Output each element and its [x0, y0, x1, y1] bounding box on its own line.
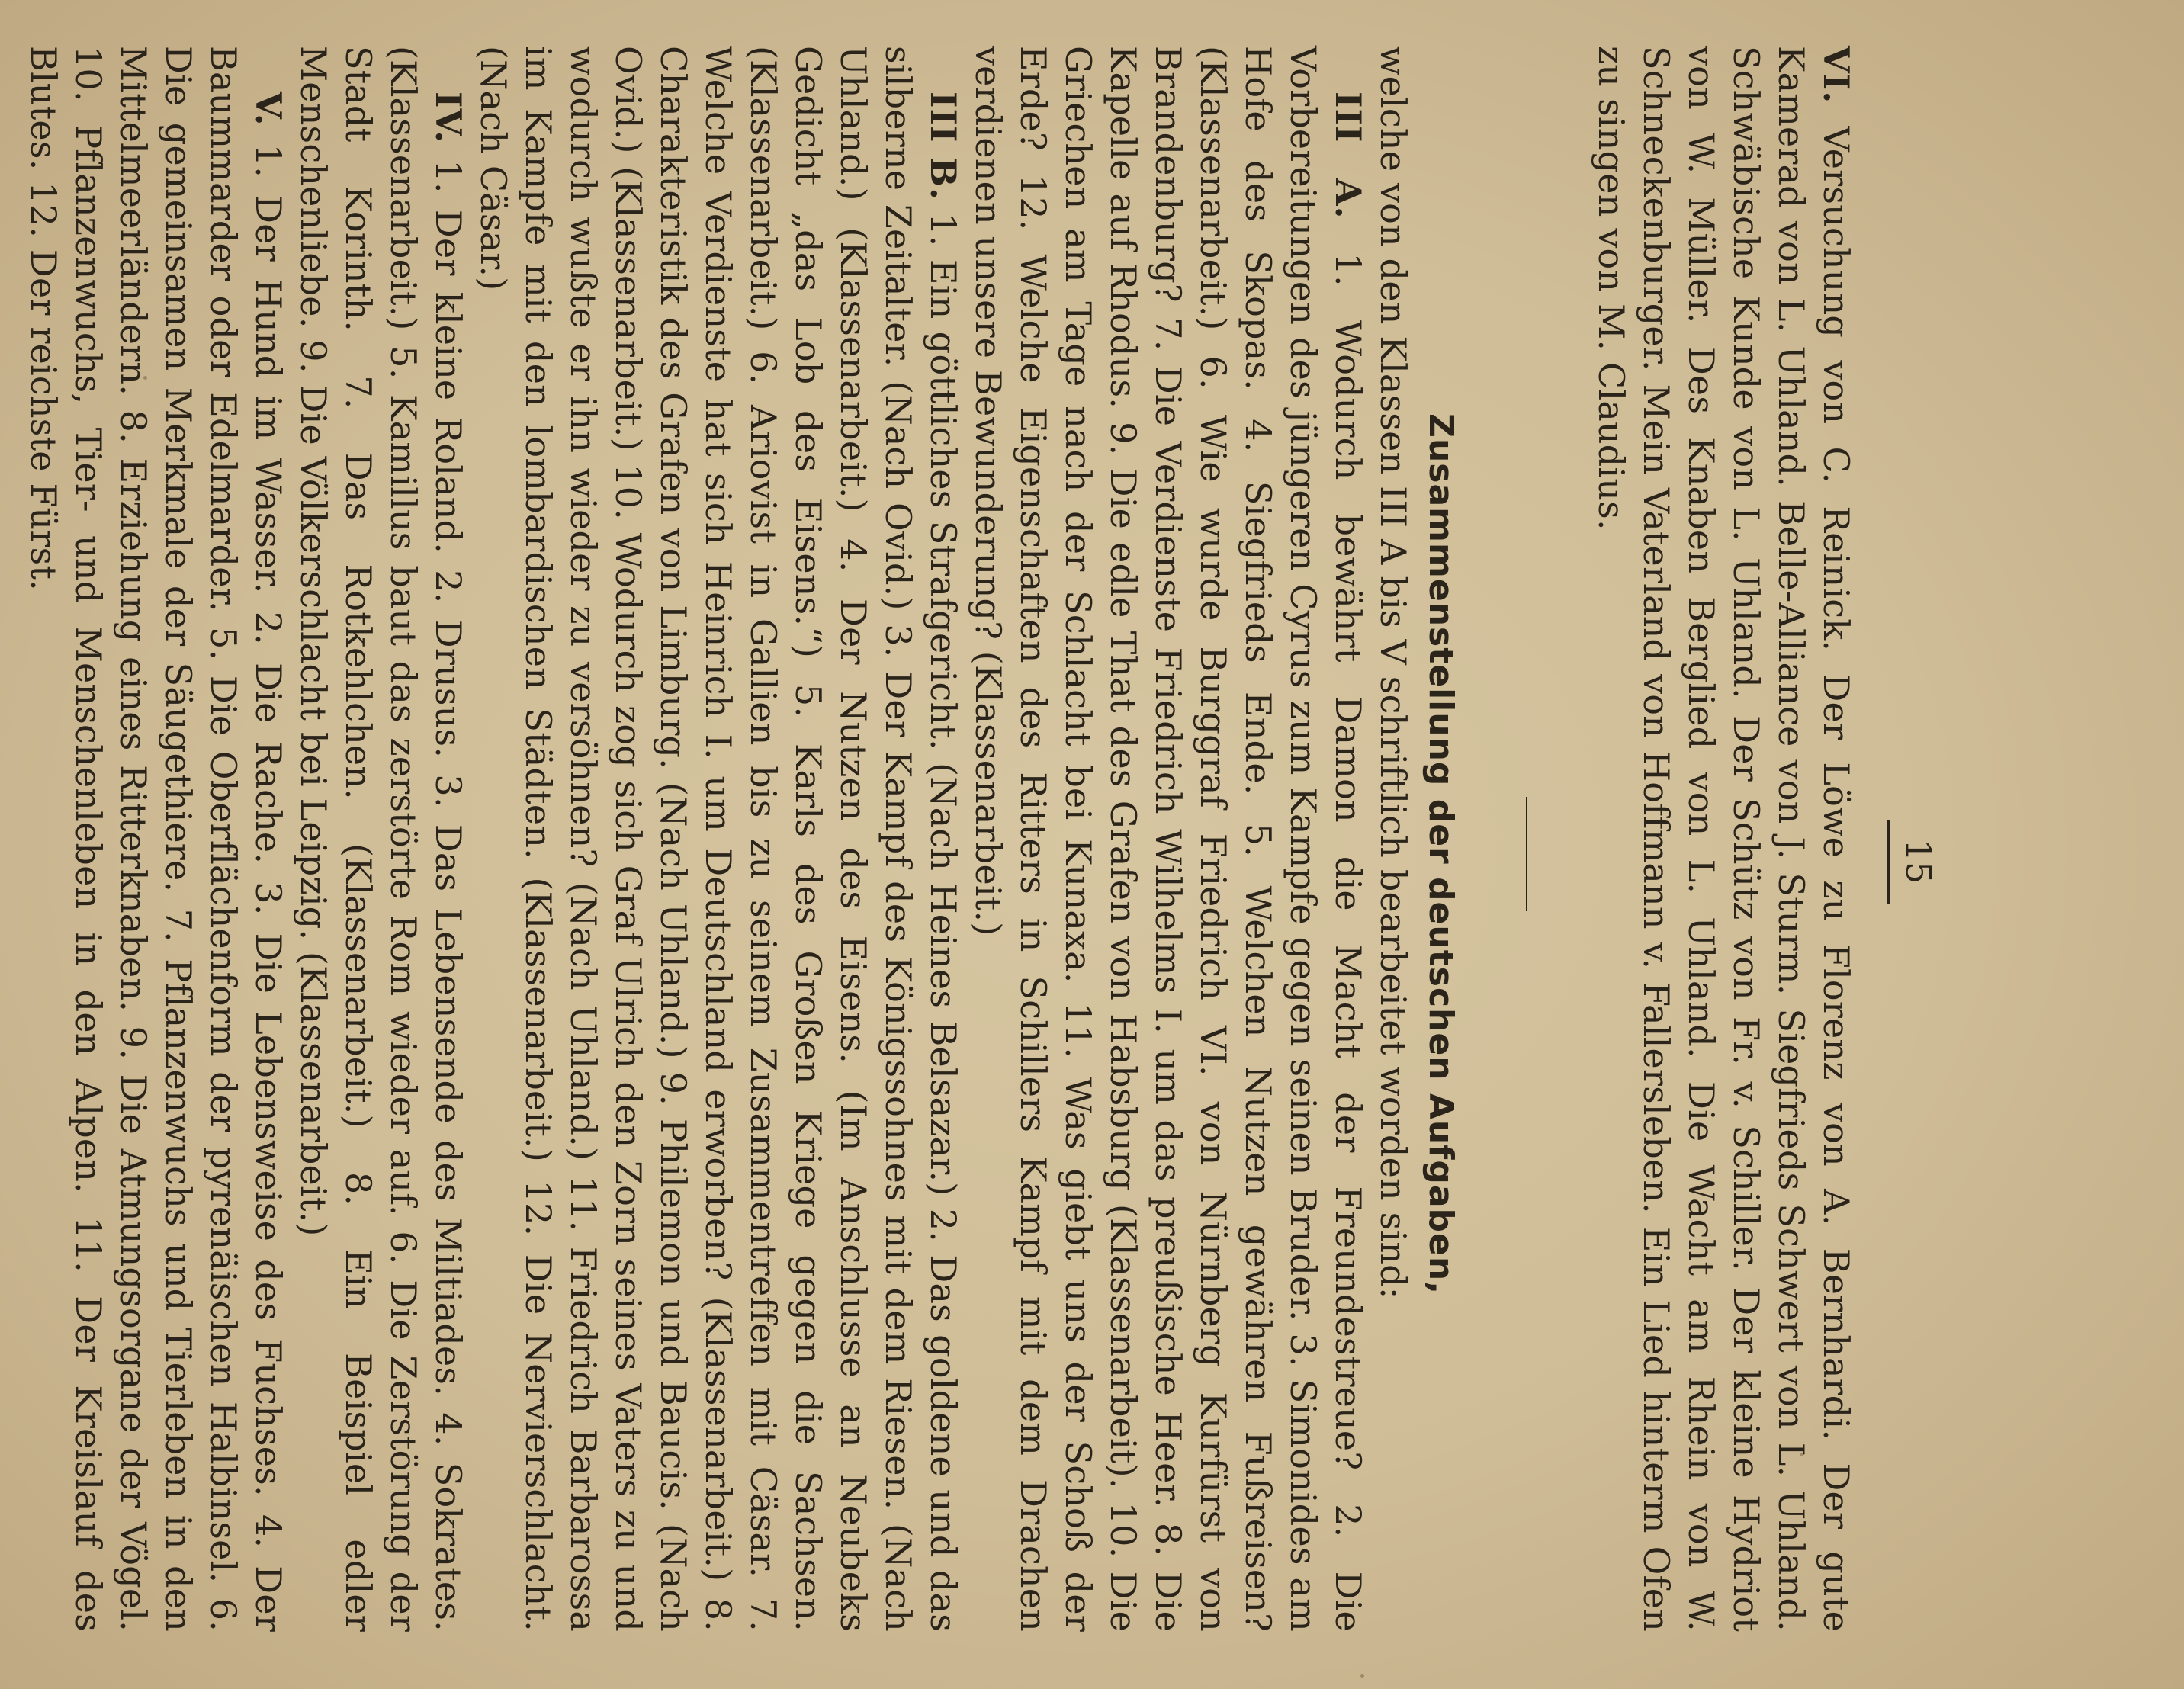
class-label: V. [248, 92, 289, 127]
class-paragraph-iiib [471, 46, 965, 1632]
page-number: 15 [1898, 839, 1939, 885]
class-assignments: 1. Der kleine Roland. 2. Drusus. 3. Das Lebensende des Miltiades. 4. Sokrates. (Klassenarbeit.) 5. Kamillus baut das zerstörte Rom wieder auf. 6. Die Zerstörung der Stadt Korinth. 7. Das Rotkehlchen. (Klassenarbeit.) 8. Ein Beispiel edler Menschenliebe. 9. Die Völkerschlacht bei Leipzig. (Klassenarbeit.) [293, 46, 469, 1632]
class-assignments: 1. Ein göttliches Strafgericht. (Nach Heines Belsazar.) 2. Das goldene und das silberne Zeitalter. (Nach Ovid.) 3. Der Kampf des Königssohnes mit dem Riesen. (Nach Uhland.) (Klassenarbeit.) 4. Der Nutzen des Eisens. (Im Anschlusse an Neubeks Gedicht „das Lob des Eisens.“) 5. Karls des Großen Kriege gegen die Sachsen. (Klassenarbeit.) 6. Ariovist in Gallien bis zu seinem Zusammentreffen mit Cäsar. 7. Welche Verdienste hat sich Heinrich I. um Deutschland erworben? (Klassenarbeit.) 8. Charakteristik des Grafen von Limburg. (Nach Uhland.) 9. Philemon und Baucis. (Nach Ovid.) (Klassenarbeit.) 10. Wodurch zog sich Graf Ulrich den Zorn seines Vaters zu und wodurch wußte er ihn wieder zu versöhnen? (Nach Uhland.) 11. Friedrich Barbarossa im Kampfe mit den lombardischen Städten. (Klassenarbeit.) 12. Die Nervierschlacht. (Nach Cäsar.) [473, 46, 964, 1633]
class-label-vi: VI. [1816, 46, 1857, 104]
header-rule [1887, 820, 1890, 904]
class-label: III A. [1328, 92, 1369, 220]
reading-list-vi-text: Versuchung von C. Reinick. Der Löwe zu Florenz von A. Bernhardi. Der gute Kamerad von L. Uhland. Belle-Alliance von J. Sturm. Siegfrieds Schwert von L. Uhland. Schwäbische Kunde von L. Uhland. Der Schütz von Fr. v. Schiller. Der kleine Hydriot von W. Müller. Des Knaben Berglied von L. Uhland. Die Wacht am Rhein von W. Schneckenburger. Mein Vaterland von Hoffmann v. Fallersleben. Ein Lied hinterm Ofen zu singen von M. Claudius. [1591, 46, 1857, 1633]
section-divider [1526, 797, 1527, 911]
section-intro: welche von den Klassen III A bis V schriftlich bearbeitet worden sind: [1373, 46, 1414, 1299]
section-heading: Zusammenstellung der deutschen Aufgaben, [1421, 413, 1460, 1295]
class-paragraph-iiia [965, 46, 1370, 1632]
class-label: IV. [428, 92, 469, 144]
class-paragraph-iv [291, 46, 471, 1632]
reading-list-vi [1588, 46, 1858, 1632]
class-assignments: 1. Wodurch bewährt Damon die Macht der Freundestreue? 2. Die Vorbereitungen des jüngeren Cyrus zum Kampfe gegen seinen Bruder. 3. Simonides am Hofe des Skopas. 4. Siegfrieds Ende. 5. Welchen Nutzen gewähren Fußreisen? (Klassenarbeit.) 6. Wie wurde Burggraf Friedrich VI. von Nürnberg Kurfürst von Brandenburg? 7. Die Verdienste Friedrich Wilhelms I. um das preußische Heer. 8. Die Kapelle auf Rhodus. 9. Die edle That des Grafen von Habsburg (Klassenarbeit). 10. Die Griechen am Tage nach der Schlacht bei Kunaxa. 11. Was giebt uns der Schoß der Erde? 12. Welche Eigenschaften des Ritters in Schillers Kampf mit dem Drachen verdienen unsere Bewunderung? (Klassenarbeit.) [968, 46, 1369, 1632]
class-paragraph-v [21, 46, 291, 1632]
document-page [23, 46, 1941, 1633]
paper-speck [1360, 1674, 1364, 1678]
class-assignments: 1. Der Hund im Wasser. 2. Die Rache. 3. Die Lebensweise des Fuchses. 4. Der Baummarder oder Edelmarder. 5. Die Oberflächenform der pyrenäischen Halbinsel. 6. Die gemeinsamen Merkmale der Säugethiere. 7. Pflanzenwuchs und Tierleben in den Mittelmeerländern. 8. Erziehung eines Ritterknaben. 9. Die Atmungsorgane der Vögel. 10. Pflanzenwuchs, Tier- und Menschenleben in den Alpen. 11. Der Kreislauf des Blutes. 12. Der reichste Fürst. [23, 46, 289, 1632]
class-label: III B. [923, 92, 964, 201]
